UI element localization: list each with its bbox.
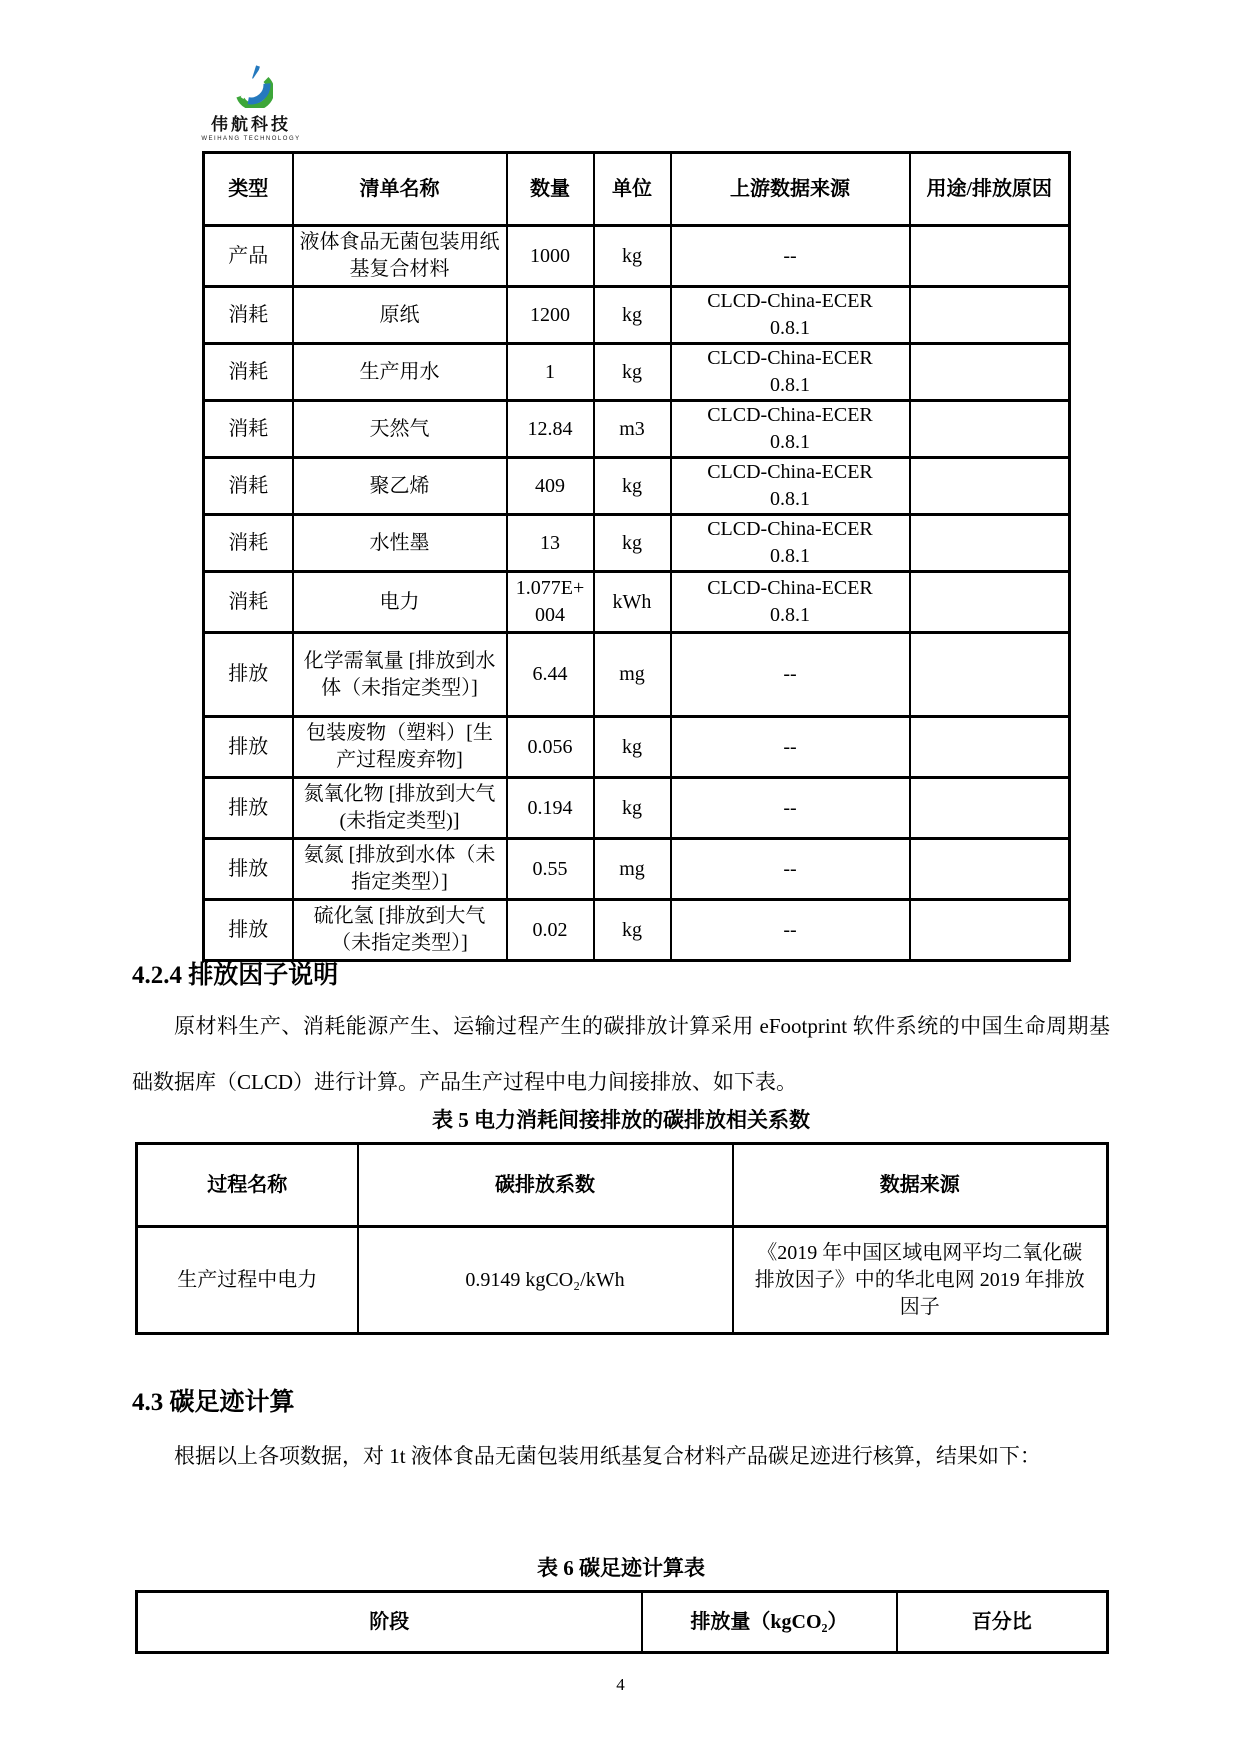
col-header-quantity: 数量: [507, 153, 594, 226]
table-row: [204, 401, 1070, 458]
col-header-use-reason: 用途/排放原因: [910, 153, 1070, 226]
cell-use-reason: [910, 458, 1070, 515]
cell-upstream-source: CLCD-China-ECER 0.8.1: [671, 572, 910, 633]
cell-unit: kg: [594, 344, 671, 401]
col-header-type: 类型: [204, 153, 293, 226]
cell-quantity: 1.077E+004: [507, 572, 594, 633]
col-header-emission-amount: 排放量（kgCO₂）: [642, 1592, 897, 1653]
cell-upstream-source: --: [671, 778, 910, 839]
cell-use-reason: [910, 717, 1070, 778]
cell-unit: kg: [594, 900, 671, 961]
cell-upstream-source: --: [671, 717, 910, 778]
cell-carbon-factor: 0.9149 kgCO₂/kWh: [358, 1227, 733, 1334]
cell-type: 消耗: [204, 572, 293, 633]
emission-factor-table: [135, 1142, 1109, 1335]
cell-item-name: 氮氧化物 [排放到大气(未指定类型)]: [293, 778, 507, 839]
table5-title: 表 5 电力消耗间接排放的碳排放相关系数: [432, 1108, 810, 1132]
company-logo: [196, 62, 306, 142]
cell-item-name: 液体食品无菌包装用纸基复合材料: [293, 226, 507, 287]
cell-item-name: 原纸: [293, 287, 507, 344]
cell-unit: kg: [594, 717, 671, 778]
table-row: [204, 839, 1070, 900]
cell-quantity: 13: [507, 515, 594, 572]
cell-type: 排放: [204, 839, 293, 900]
cell-quantity: 0.056: [507, 717, 594, 778]
table-row: [204, 226, 1070, 287]
page-number: 4: [616, 1675, 625, 1694]
cell-type: 消耗: [204, 287, 293, 344]
cell-type: 消耗: [204, 344, 293, 401]
cell-quantity: 1200: [507, 287, 594, 344]
section-heading-424: 4.2.4 排放因子说明: [132, 962, 339, 989]
cell-item-name: 生产用水: [293, 344, 507, 401]
cell-item-name: 氨氮 [排放到水体（未指定类型）]: [293, 839, 507, 900]
cell-quantity: 0.55: [507, 839, 594, 900]
table-row: [204, 344, 1070, 401]
table-row: [137, 1227, 1108, 1334]
cell-unit: kg: [594, 778, 671, 839]
cell-unit: kg: [594, 458, 671, 515]
cell-item-name: 硫化氢 [排放到大气（未指定类型）]: [293, 900, 507, 961]
cell-use-reason: [910, 287, 1070, 344]
section-heading-43: 4.3 碳足迹计算: [132, 1389, 295, 1416]
cell-unit: m3: [594, 401, 671, 458]
cell-type: 消耗: [204, 401, 293, 458]
cell-item-name: 电力: [293, 572, 507, 633]
inventory-header-row: [204, 153, 1070, 226]
cell-upstream-source: --: [671, 839, 910, 900]
cell-use-reason: [910, 633, 1070, 717]
cell-type: 排放: [204, 900, 293, 961]
cell-upstream-source: CLCD-China-ECER 0.8.1: [671, 515, 910, 572]
col-header-percentage: 百分比: [897, 1592, 1108, 1653]
cell-quantity: 1000: [507, 226, 594, 287]
cell-type: 排放: [204, 778, 293, 839]
cell-use-reason: [910, 515, 1070, 572]
col-header-data-source: 数据来源: [733, 1144, 1108, 1227]
cell-quantity: 12.84: [507, 401, 594, 458]
cell-upstream-source: --: [671, 633, 910, 717]
cell-quantity: 1: [507, 344, 594, 401]
cell-quantity: 6.44: [507, 633, 594, 717]
table-row: [204, 717, 1070, 778]
cell-unit: mg: [594, 839, 671, 900]
cell-upstream-source: CLCD-China-ECER 0.8.1: [671, 287, 910, 344]
cell-type: 排放: [204, 717, 293, 778]
footprint-calc-table: [135, 1590, 1109, 1654]
cell-data-source: 《2019 年中国区域电网平均二氧化碳排放因子》中的华北电网 2019 年排放因子: [733, 1227, 1108, 1334]
cell-use-reason: [910, 572, 1070, 633]
cell-use-reason: [910, 900, 1070, 961]
cell-item-name: 化学需氧量 [排放到水体（未指定类型）]: [293, 633, 507, 717]
cell-quantity: 0.194: [507, 778, 594, 839]
table-row: [204, 287, 1070, 344]
cell-use-reason: [910, 344, 1070, 401]
cell-process-name: 生产过程中电力: [137, 1227, 358, 1334]
paragraph-424: 原材料生产、消耗能源产生、运输过程产生的碳排放计算采用 eFootprint 软件系统的中国生命周期基础数据库（CLCD）进行计算。产品生产过程中电力间接排放、如下表。: [132, 1014, 1110, 1094]
cell-item-name: 聚乙烯: [293, 458, 507, 515]
cell-type: 消耗: [204, 515, 293, 572]
col-header-unit: 单位: [594, 153, 671, 226]
cell-upstream-source: --: [671, 226, 910, 287]
table-row: [204, 778, 1070, 839]
table-row: [204, 458, 1070, 515]
cell-type: 消耗: [204, 458, 293, 515]
col-header-item-name: 清单名称: [293, 153, 507, 226]
cell-unit: kg: [594, 287, 671, 344]
cell-use-reason: [910, 839, 1070, 900]
table-row: [204, 572, 1070, 633]
cell-upstream-source: CLCD-China-ECER 0.8.1: [671, 344, 910, 401]
cell-unit: kWh: [594, 572, 671, 633]
cell-upstream-source: CLCD-China-ECER 0.8.1: [671, 458, 910, 515]
col-header-process-name: 过程名称: [137, 1144, 358, 1227]
cell-unit: kg: [594, 226, 671, 287]
cell-type: 产品: [204, 226, 293, 287]
cell-quantity: 0.02: [507, 900, 594, 961]
cell-upstream-source: CLCD-China-ECER 0.8.1: [671, 401, 910, 458]
table5-header-row: [137, 1144, 1108, 1227]
col-header-carbon-factor: 碳排放系数: [358, 1144, 733, 1227]
cell-quantity: 409: [507, 458, 594, 515]
table-row: [204, 900, 1070, 961]
logo-mark-icon: [229, 62, 273, 108]
col-header-stage: 阶段: [137, 1592, 642, 1653]
cell-item-name: 水性墨: [293, 515, 507, 572]
cell-item-name: 天然气: [293, 401, 507, 458]
cell-upstream-source: --: [671, 900, 910, 961]
cell-use-reason: [910, 226, 1070, 287]
table-row: [204, 633, 1070, 717]
cell-unit: kg: [594, 515, 671, 572]
col-header-upstream-source: 上游数据来源: [671, 153, 910, 226]
logo-company-name: 伟航科技: [211, 115, 291, 134]
cell-use-reason: [910, 778, 1070, 839]
cell-type: 排放: [204, 633, 293, 717]
table6-title: 表 6 碳足迹计算表: [537, 1556, 705, 1580]
logo-company-name-en: WEIHANG TECHNOLOGY: [201, 136, 301, 142]
cell-unit: mg: [594, 633, 671, 717]
paragraph-43: 根据以上各项数据，对 1t 液体食品无菌包装用纸基复合材料产品碳足迹进行核算，结果如下：: [174, 1444, 1041, 1468]
cell-item-name: 包装废物（塑料）[生产过程废弃物]: [293, 717, 507, 778]
table6-header-row: [137, 1592, 1108, 1653]
table-row: [204, 515, 1070, 572]
cell-use-reason: [910, 401, 1070, 458]
inventory-table: [202, 151, 1071, 962]
